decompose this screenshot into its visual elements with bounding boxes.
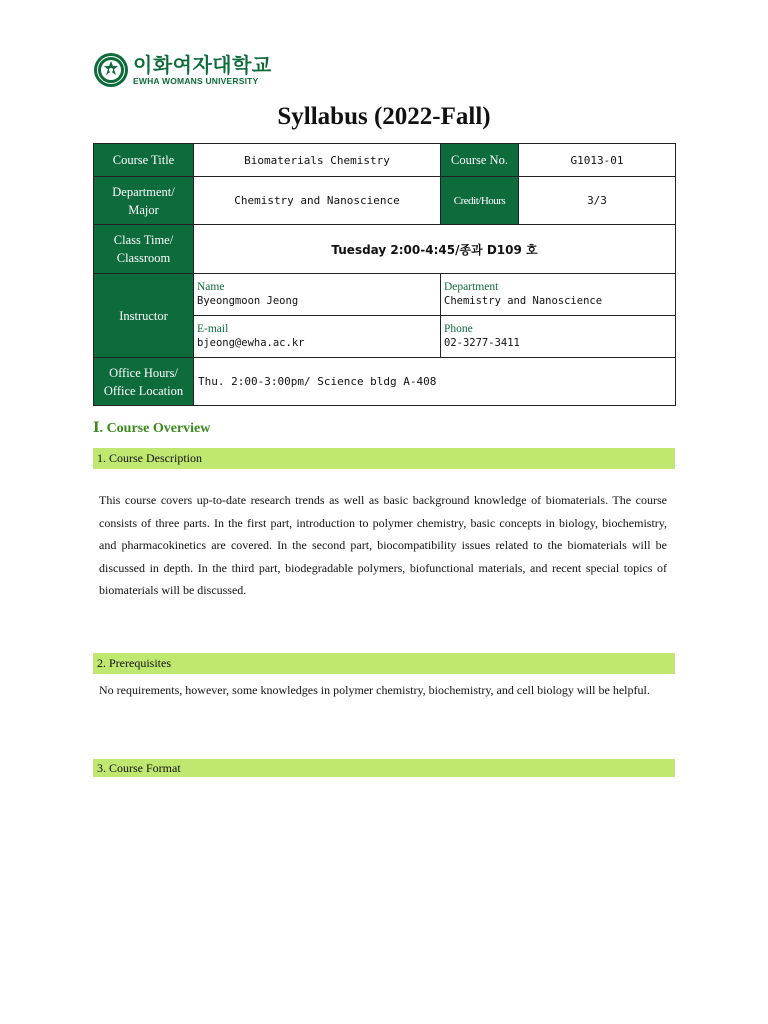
ewha-seal-icon <box>93 52 129 88</box>
instructor-email-cell <box>194 316 441 358</box>
course-info-table <box>93 143 676 406</box>
email-label: E-mail <box>197 322 229 335</box>
instructor-department-value: Chemistry and Nanoscience <box>444 294 603 307</box>
prerequisites-text: No requirements, however, some knowledges in polymer chemistry, biochemistry, and cell biology will be helpful. <box>99 683 650 697</box>
department-value: Chemistry and Nanoscience <box>194 177 441 225</box>
office-label-line1: Office Hours/ <box>109 365 178 380</box>
course-title-value: Biomaterials Chemistry <box>194 144 441 177</box>
university-logo <box>93 52 272 88</box>
course-no-label: Course No. <box>441 144 519 177</box>
phone-value: 02-3277-3411 <box>444 336 520 349</box>
class-time-value: Tuesday 2:00-4:45/종과 D109 호 <box>194 225 676 274</box>
course-overview-heading <box>93 420 210 437</box>
class-time-label <box>94 225 194 274</box>
class-time-label-line2: Classroom <box>116 251 171 265</box>
instructor-name-cell <box>194 274 441 316</box>
email-value: bjeong@ewha.ac.kr <box>197 336 305 349</box>
class-time-label-line1: Class Time/ <box>113 233 174 247</box>
department-label-line2: Major <box>128 202 159 217</box>
course-description-text: This course covers up-to-date research trends as well as basic background knowledge of biomaterials. The course consists of three parts. In the first part, introduction to polymer chemistry, basic concepts in biology, biochemistry, and pharmacokinetics are covered. In the second part, biocompatibility issues related to the biomaterials will be discussed in depth. In the third part, biodegradable polymers, biofunctional materials, and recent special topics of biomaterials will be discussed. <box>99 493 667 597</box>
department-label-line1: Department/ <box>112 184 175 199</box>
instructor-department-label: Department <box>444 280 499 293</box>
prerequisites-bar: 2. Prerequisites <box>93 653 675 674</box>
instructor-label: Instructor <box>94 274 194 358</box>
page-title: Syllabus (2022-Fall) <box>277 103 491 130</box>
office-value: Thu. 2:00-3:00pm/ Science bldg A-408 <box>194 358 676 406</box>
section-numeral: Ⅰ. <box>93 421 104 436</box>
credit-hours-value: 3/3 <box>519 177 676 225</box>
logo-english-name: EWHA WOMANS UNIVERSITY <box>133 75 259 86</box>
credit-hours-label: Credit/Hours <box>441 177 519 225</box>
logo-korean-name: 이화여자대학교 <box>133 52 272 77</box>
phone-label: Phone <box>444 322 473 335</box>
section-title: Course Overview <box>106 421 211 436</box>
instructor-department-cell <box>441 274 676 316</box>
office-label-line2: Office Location <box>103 383 184 398</box>
department-label <box>94 177 194 225</box>
course-description-bar: 1. Course Description <box>93 448 675 469</box>
name-value: Byeongmoon Jeong <box>197 294 299 307</box>
course-no-value: G1013-01 <box>519 144 676 177</box>
course-format-bar: 3. Course Format <box>93 759 675 777</box>
name-label: Name <box>197 280 225 293</box>
course-title-label: Course Title <box>94 144 194 177</box>
instructor-phone-cell <box>441 316 676 358</box>
office-label <box>94 358 194 406</box>
